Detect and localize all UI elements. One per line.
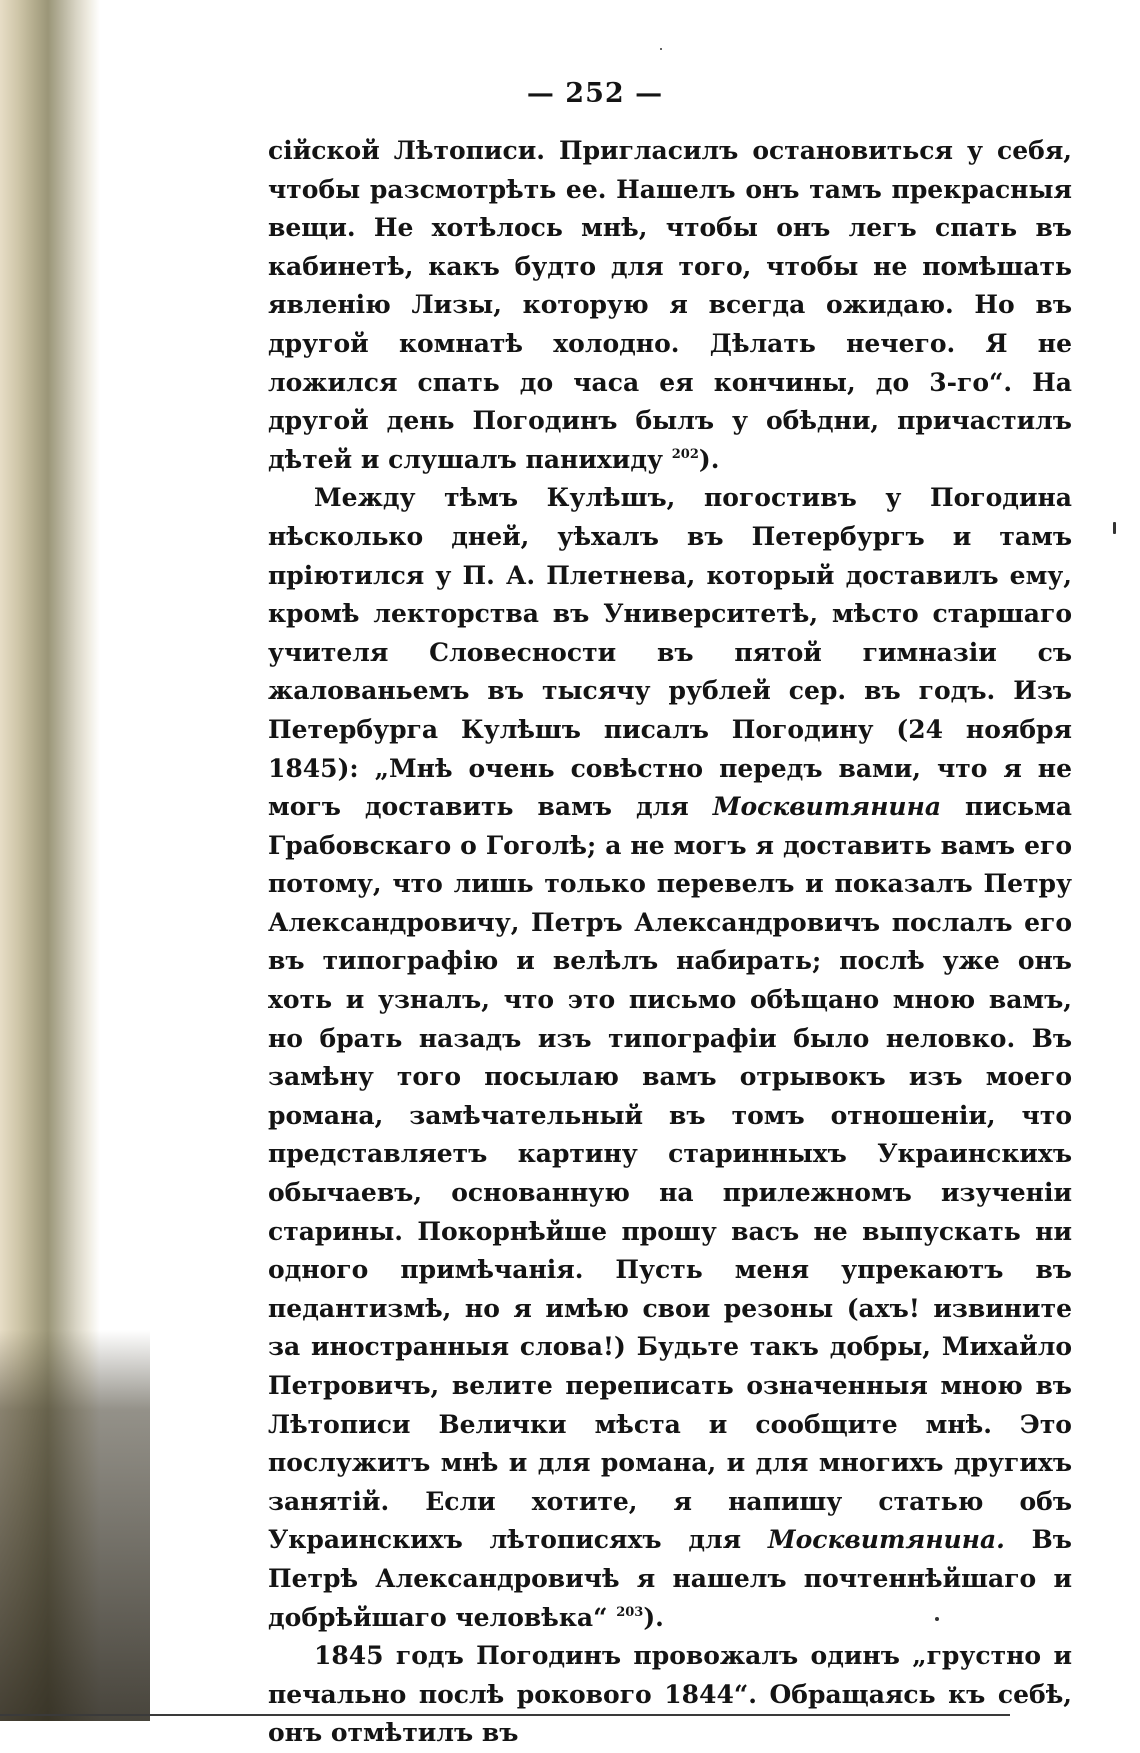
paragraph-1-end: ). [698, 444, 720, 474]
body-text [268, 132, 1072, 1753]
paragraph-3: 1845 годъ Погодинъ провожалъ одинъ „грустно и печально послѣ рокового 1844“. Обращаясь къ себѣ, онъ отмѣтилъ въ [268, 1641, 1072, 1748]
ink-speck [1113, 522, 1116, 534]
page-number: — 252 — [526, 78, 664, 109]
footnote-ref-202: 202 [671, 446, 699, 462]
paragraph-2 [268, 479, 1072, 1637]
paragraph-1 [268, 132, 1072, 479]
paragraph-2-text-a: Между тѣмъ Кулѣшъ, погостивъ у Погодина нѣсколько дней, уѣхалъ въ Петербургъ и тамъ пріютился у П. А. Плетнева, который доставилъ ему, кромѣ лекторства въ Университетѣ, мѣсто старшаго учителя Словесности въ пятой гимназіи съ жалованьемъ въ тысячу рублей сер. въ годъ. Изъ Петербурга Кулѣшъ писалъ Погодину (24 ноября 1845): „Мнѣ очень совѣстно передъ вами, что я не могъ доставить вамъ для [268, 483, 1072, 822]
ink-speck [935, 1617, 939, 1621]
journal-title-1: Москвитянина [712, 792, 942, 822]
journal-title-2: Москвитянина. [767, 1525, 1005, 1555]
binding-shadow [0, 1330, 150, 1721]
paragraph-1-text: сійской Лѣтописи. Пригласилъ остановиться у себя, чтобы разсмотрѣть ее. Нашелъ онъ тамъ прекрасныя вещи. Не хотѣлось мнѣ, чтобы онъ легъ спать въ кабинетѣ, какъ будто для того, чтобы не помѣшать явленію Лизы, которую я всегда ожидаю. Но въ другой комнатѣ холодно. Дѣлать нечего. Я не ложился спать до часа ея кончины, до 3-го“. На другой день Погодинъ былъ у обѣдни, причастилъ дѣтей и слушалъ панихиду [268, 136, 1072, 474]
ink-speck [660, 48, 662, 50]
paragraph-2-end: ). [643, 1602, 664, 1632]
footnote-ref-203: 203 [616, 1604, 644, 1620]
paragraph-2-text-c: Въ Петрѣ Александровичѣ я нашелъ почтеннѣйшаго и добрѣйшаго человѣка“ [268, 1525, 1072, 1632]
paragraph-2-text-b: письма Грабовскаго о Гоголѣ; а не могъ я доставить вамъ его потому, что лишь только перевелъ и показалъ Петру Александровичу, Петръ Александровичъ послалъ его въ типографію и велѣлъ набирать; послѣ уже онъ хоть и узналъ, что это письмо обѣщано мною вамъ, но брать назадъ изъ типографіи было неловко. Въ замѣну того посылаю вамъ отрывокъ изъ моего романа, замѣчательный въ томъ отношеніи, что представляетъ картину старинныхъ Украинскихъ обычаевъ, основанную на прилежномъ изученіи старины. Покорнѣйше прошу васъ не выпускать ни одного примѣчанія. Пусть меня упрекаютъ въ педантизмѣ, но я имѣю свои резоны (ахъ! извините за иностранныя слова!) Будьте такъ добры, Михайло Петровичъ, велите переписать означенныя мною въ Лѣтописи Велички мѣста и сообщите мнѣ. Это послужитъ мнѣ и для романа, и для многихъ другихъ занятій. Если хотите, я напишу статью объ Украинскихъ лѣтописяхъ для [268, 792, 1072, 1555]
bottom-edge-line [0, 1714, 1010, 1716]
